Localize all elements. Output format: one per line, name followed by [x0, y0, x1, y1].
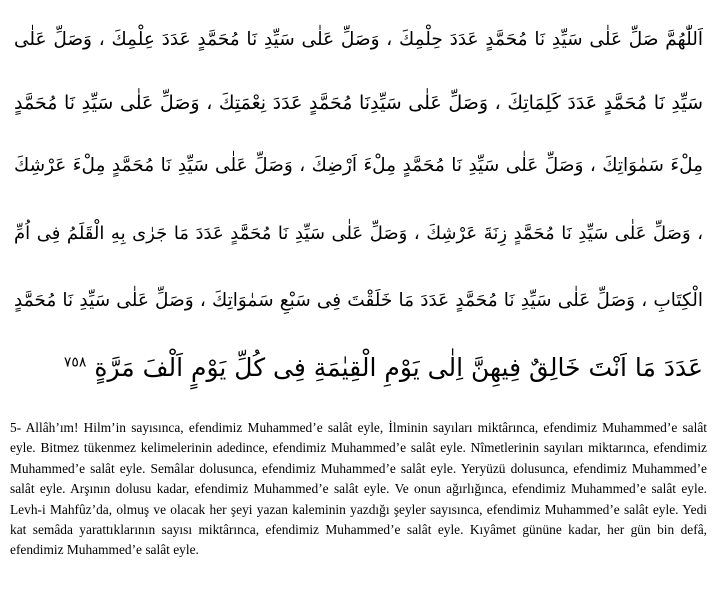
arabic-line-6-text: عَدَدَ مَا اَنْتَ خَالِقٌ فِيهِنَّ اِلٰى يَوْمِ الْقِيٰمَةِ فِى كُلِّ يَوْمٍ اَلْفَ مَرَّةٍ	[94, 353, 703, 382]
arabic-line-5: الْكِتَابِ ، وَصَلِّ عَلٰى سَيِّدِ نَا مُحَمَّدٍ عَدَدَ مَا خَلَقْتَ فِى سَبْعِ سَمٰوَاتِكَ ، وَصَلِّ عَلٰى سَيِّدِ نَا مُحَمَّدٍ	[14, 290, 703, 311]
turkish-translation: 5- Allâh’ım! Hilm’in sayısınca, efendimiz Muhammed’e salât eyle, İlminin sayıları miktârınca, efendimiz Muhammed’e salât eyle. Bitmez tükenmez kelimelerinin adedince, efendimiz Muhammed’e salât eyle. Nîmetlerinin sayıları miktarınca, efendimiz Muhammed’e salât eyle. Semâlar dolusunca, efendimiz Muhammed’e salât eyle. Yeryüzü dolusunca, efendimiz Muhammed’e salât eyle. Arşının dolusu kadar, efendimiz Muhammed’e salât eyle. Ve onun ağırlığınca, efendimiz Muhammed’e salât eyle. Levh-i Mahfûz’da, olmuş ve olacak her şeyi yazan kaleminin yazdığı şeyler sayısınca, efendimiz Muhammed’e salât eyle. Yedi kat semâda yarattıklarının sayısı miktârınca, efendimiz Muhammed’e salât eyle. Kıyâmet gününe kadar, her gün bin defâ, efendimiz Muhammed’e salât eyle.	[10, 420, 707, 558]
arabic-line-6	[64, 350, 703, 386]
arabic-line-4: ، وَصَلِّ عَلٰى سَيِّدِ نَا مُحَمَّدٍ زِنَةَ عَرْشِكَ ، وَصَلِّ عَلٰى سَيِّدِ نَا مُحَمَّدٍ عَدَدَ مَا جَرٰى بِهِ الْقَلَمُ فِى اُمِّ	[14, 223, 703, 244]
footnote-marker: ٧٥٨	[63, 354, 87, 371]
arabic-line-2: سَيِّدِ نَا مُحَمَّدٍ عَدَدَ كَلِمَاتِكَ ، وَصَلِّ عَلٰى سَيِّدِنَا مُحَمَّدٍ عَدَدَ نِعْمَتِكَ ، وَصَلِّ عَلٰى سَيِّدِ نَا مُحَمَّدٍ	[14, 92, 703, 114]
arabic-line-1: اَللّٰهُمَّ صَلِّ عَلٰى سَيِّدِ نَا مُحَمَّدٍ عَدَدَ حِلْمِكَ ، وَصَلِّ عَلٰى سَيِّدِ نَا مُحَمَّدٍ عَدَدَ عِلْمِكَ ، وَصَلِّ عَلٰى	[14, 29, 703, 50]
arabic-line-3: مِلْءَ سَمٰوَاتِكَ ، وَصَلِّ عَلٰى سَيِّدِ نَا مُحَمَّدٍ مِلْءَ اَرْضِكَ ، وَصَلِّ عَلٰى سَيِّدِ نَا مُحَمَّدٍ مِلْءَ عَرْشِكَ	[14, 155, 703, 176]
